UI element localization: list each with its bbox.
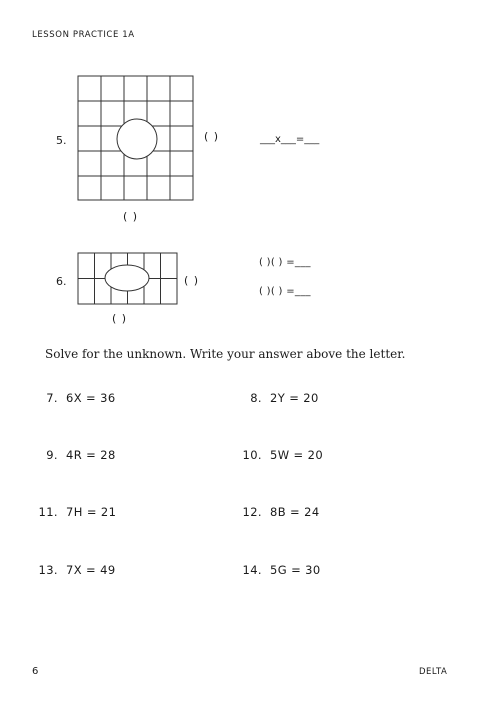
problem-10 <box>234 448 323 462</box>
problem-7-number: 7. <box>46 391 58 405</box>
problem-9-number: 9. <box>46 448 58 462</box>
problem-6-side-paren: ( ) <box>184 274 199 287</box>
problem-11 <box>30 505 116 519</box>
problem-12-expression: 8B = 24 <box>270 505 320 519</box>
problem-5-bottom-paren: ( ) <box>123 210 138 223</box>
problem-13-number: 13. <box>38 563 58 577</box>
problem-11-number: 11. <box>38 505 58 519</box>
problem-5-side-paren: ( ) <box>204 130 219 143</box>
problem-8 <box>234 391 319 405</box>
page-header: LESSON PRACTICE 1A <box>32 30 135 40</box>
problem-6-ellipse <box>105 265 149 291</box>
footer-label: DELTA <box>419 667 448 677</box>
problem-5-number: 5. <box>56 134 67 147</box>
page-number: 6 <box>32 666 39 677</box>
instructions: Solve for the unknown. Write your answer above the letter. <box>45 347 406 361</box>
problem-13-expression: 7X = 49 <box>66 563 116 577</box>
problem-11-expression: 7H = 21 <box>66 505 117 519</box>
problem-13 <box>30 563 116 577</box>
problem-14 <box>234 563 321 577</box>
problem-8-number: 8. <box>250 391 262 405</box>
problem-6-number: 6. <box>56 275 67 288</box>
problem-6-equation-1: ( )( ) =___ <box>259 257 311 268</box>
problem-7-expression: 6X = 36 <box>66 391 116 405</box>
problem-5-equation: ___x___=___ <box>260 134 320 145</box>
problem-8-expression: 2Y = 20 <box>270 391 319 405</box>
problem-7 <box>30 391 116 405</box>
problem-10-expression: 5W = 20 <box>270 448 324 462</box>
problem-14-expression: 5G = 30 <box>270 563 321 577</box>
problem-6-equation-2: ( )( ) =___ <box>259 286 311 297</box>
problem-10-number: 10. <box>242 448 262 462</box>
problem-6-bottom-paren: ( ) <box>112 312 127 325</box>
problem-9-expression: 4R = 28 <box>66 448 116 462</box>
problem-9 <box>30 448 116 462</box>
problem-5-circle <box>117 119 157 159</box>
problem-14-number: 14. <box>242 563 262 577</box>
problem-12-number: 12. <box>242 505 262 519</box>
problem-12 <box>234 505 320 519</box>
